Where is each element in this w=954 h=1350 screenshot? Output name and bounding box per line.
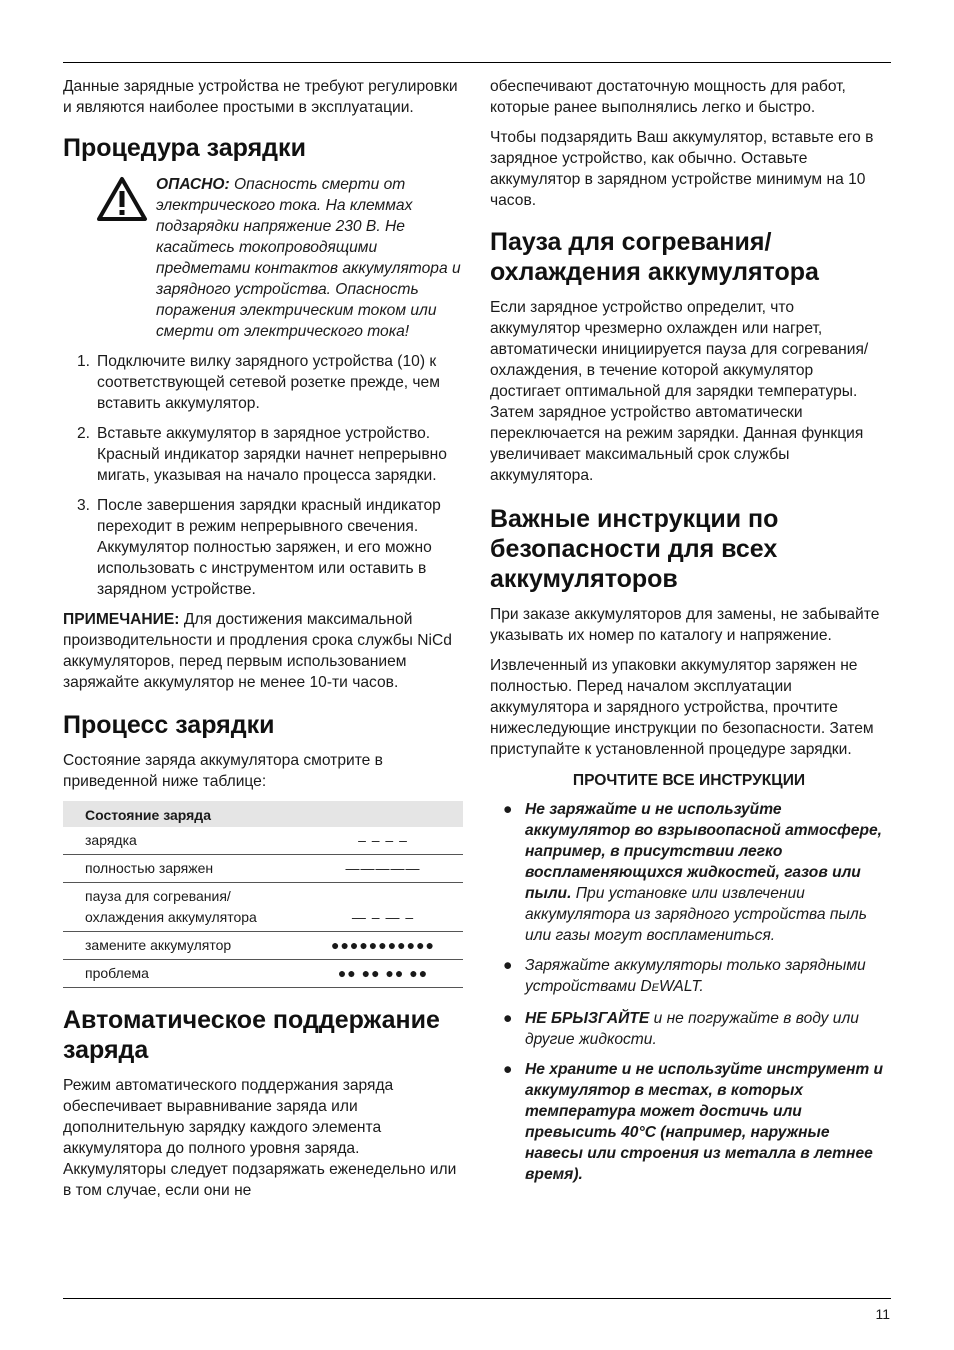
read-all-instructions: ПРОЧТИТЕ ВСЕ ИНСТРУКЦИИ [572,772,806,789]
heading-charging-process: Процесс зарядки [63,711,275,739]
warning-triangle-icon [96,176,148,222]
process-paragraph: Состояние заряда аккумулятора смотрите в приведенной ниже таблице: [63,752,383,790]
top-rule [63,62,891,63]
bullet-icon: ● [503,801,513,818]
indicator-pattern: ●● ●● ●● ●● [303,960,463,988]
bullet-icon: ● [503,1061,513,1078]
indicator-pattern: — – — – [303,883,463,932]
note-label: ПРИМЕЧАНИЕ: [63,611,180,628]
table-row: проблема ●● ●● ●● ●● [63,960,463,988]
list-item: ● Не храните и не используйте инструмент и аккумулятор в местах, в которых температура может достичь или превысить 40°C (например, наружные навесы или строения из металла в летнее время). [503,1061,884,1183]
list-item: ● Заряжайте аккумуляторы только зарядными устройствами DEWALT. [503,957,866,995]
list-item: 1. Подключите вилку зарядного устройства (10) к соответствующей сетевой розетке прежде, чем вставить аккумулятор. [77,353,440,412]
charge-status-table [63,801,463,988]
procedure-steps [63,351,465,600]
list-item: ● Не заряжайте и не используйте аккумулятор во взрывоопасной атмосфере, например, в присутствии легко воспламеняющихся жидкостей, газов или пыли. При установке или извлечении аккумулятора из зарядного устройства пыль или газы могут воспламениться. [503,801,882,944]
heading-charging-procedure: Процедура зарядки [63,134,306,162]
safety-paragraph-2: Извлеченный из упаковки аккумулятор заряжен не полностью. Перед началом эксплуатации аккумулятора и зарядного устройства, прочтите нижеследующие инструкции по безопасности. Затем приступайте к установленной процедуре зарядки. [490,657,874,758]
bullet-icon: ● [503,957,513,974]
safety-paragraph-1: При заказе аккумуляторов для замены, не забывайте указывать их номер по каталогу и напряжение. [490,606,880,644]
list-item: 3. После завершения зарядки красный индикатор переходит в режим непрерывного свечения. Аккумулятор полностью заряжен, и его можно использовать с инструментом или оставить в зарядном устройстве. [77,497,441,598]
indicator-pattern: ●●●●●●●●●●● [303,932,463,960]
danger-warning [63,174,465,342]
page-number: 11 [875,1306,890,1322]
table-row: зарядка – – – – [63,827,463,855]
pause-paragraph: Если зарядное устройство определит, что аккумулятор чрезмерно охлажден или нагрет, автоматически инициируется пауза для согревания/охлаждения, в течение которой аккумулятор достигает оптимальной для зарядки температуры. Затем зарядное устройство автоматически переключается на режим зарядки. Данная функция увеличивает максимальный срок службы аккумулятора. [490,299,869,484]
warning-label: ОПАСНО: [156,176,230,193]
bullet-icon: ● [503,1010,513,1027]
table-row: замените аккумулятор ●●●●●●●●●●● [63,932,463,960]
note-paragraph: ПРИМЕЧАНИЕ: Для достижения максимальной производительности и продления срока службы NiCd аккумуляторов, перед первым использованием заряжайте аккумулятор не менее 10-ти часов. [63,611,452,691]
list-item: ● НЕ БРЫЗГАЙТЕ и не погружайте в воду или другие жидкости. [503,1010,859,1048]
list-item: 2. Вставьте аккумулятор в зарядное устройство. Красный индикатор зарядки начнет непрерывно мигать, указывая на начало процесса зарядки. [77,425,447,484]
indicator-pattern: – – – – [303,827,463,855]
indicator-pattern: ————— [303,855,463,883]
intro-paragraph: Данные зарядные устройства не требуют регулировки и являются наиболее простыми в эксплуатации. [63,78,458,116]
table-row: полностью заряжен ————— [63,855,463,883]
heading-pause: Пауза для согревания/ охлаждения аккумулятора [490,228,819,286]
right-column [490,76,888,1194]
table-row: пауза для согревания/ охлаждения аккумулятора — – — – [63,883,463,932]
table-header: Состояние заряда [63,801,463,827]
continued-paragraph: обеспечивают достаточную мощность для работ, которые ранее выполнялись легко и быстро. [490,78,846,116]
heading-safety: Важные инструкции по безопасности для всех аккумуляторов [490,505,779,593]
recharge-paragraph: Чтобы подзарядить Ваш аккумулятор, вставьте его в зарядное устройство, как обычно. Оставьте аккумулятор в зарядном устройстве минимум на 10 часов. [490,129,874,209]
bottom-rule [63,1298,891,1299]
left-column [63,76,465,1210]
heading-auto-maintenance: Автоматическое поддержание заряда [63,1006,440,1064]
table-header-row [63,801,463,827]
safety-bullets [490,799,888,1185]
warning-text: ОПАСНО: Опасность смерти от электрического тока. На клеммах подзарядки напряжение 230 В. Не касайтесь токопроводящими предметами контактов аккумулятора и зарядного устройства. Опасность поражения электрическим током или смерти от электрического тока! [156,176,461,340]
auto-paragraph: Режим автоматического поддержания заряда обеспечивает выравнивание заряда или дополнительную зарядку каждого элемента аккумулятора до полного уровня заряда. Аккумуляторы следует подзаряжать еженедельно или в том случае, если они не [63,1077,457,1199]
